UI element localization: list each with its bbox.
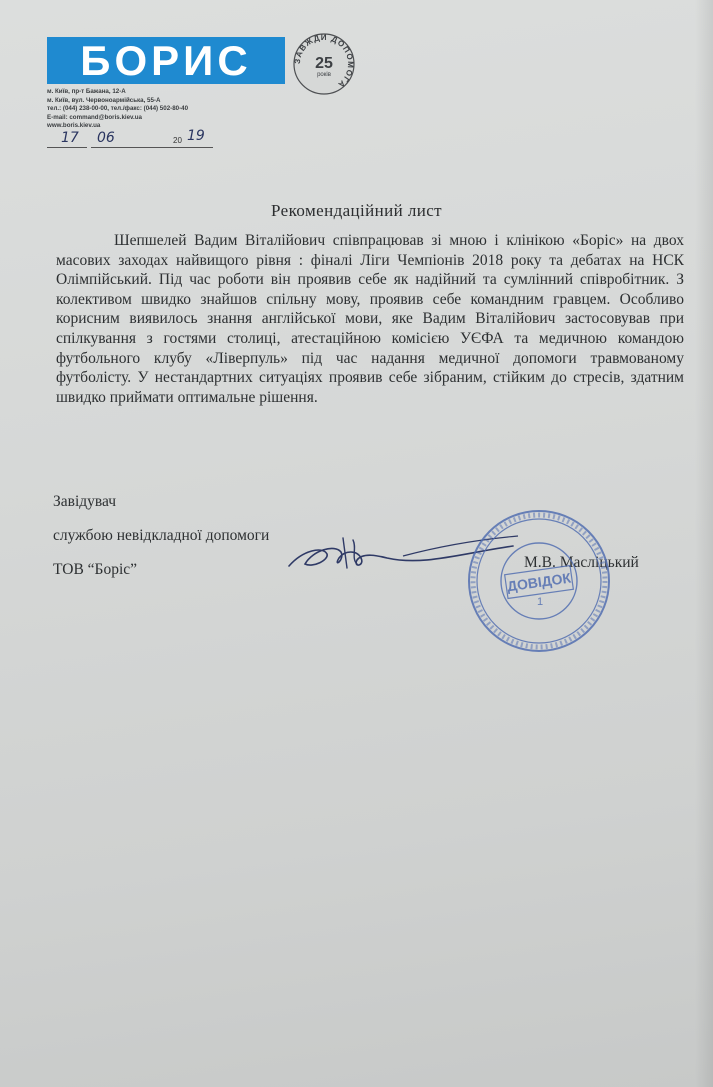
page-shadow xyxy=(695,0,713,1087)
round-stamp xyxy=(464,506,614,656)
department: службою невідкладної допомоги xyxy=(53,527,270,544)
badge-word: років xyxy=(317,72,331,78)
letter-title: Рекомендаційний лист xyxy=(271,201,442,220)
anniversary-badge xyxy=(292,32,356,96)
logo-text: БОРИС xyxy=(80,37,252,84)
address-line: м. Київ, пр-т Бажана, 12-А xyxy=(47,88,126,95)
address-line: www.boris.kiev.ua xyxy=(47,122,101,130)
date-underline-day xyxy=(47,147,87,148)
letter-body xyxy=(56,231,684,407)
date-year: 19 xyxy=(187,128,205,144)
address-line: м. Київ, вул. Червоноармійська, 55-А xyxy=(47,96,161,104)
stamp-number: 1 xyxy=(536,596,544,608)
stamp-text: ДОВІДОК xyxy=(506,569,572,595)
badge-ring-text: ЗАВЖДИ ДОПОМОГА xyxy=(292,32,356,90)
letter-paragraph: Шепшелей Вадим Віталійович співпрацював зі мною і клінікою «Боріс» на двох масових заходах найвищого рівня : фіналі Ліги Чемпіонів 2018 року та дебатах на НСК Олімпійський. Під час роботи він проявив себе як надійний та сумлінний співробітник. З колективом швидко знайшов спільну мову, проявив себе командним гравцем. Особливо корисним виявилось знання англійської мови, яке Вадим Віталійович застосовував при спілкування з гостями столиці, атестаційною комісією УЄФА та медичною командою футбольного клубу «Ліверпуль» під час надання медичної допомоги травмованому футболісту. У нестандартних ситуаціях проявив себе зібраним, стійким до стресів, здатним швидко приймати оптимальне рішення. xyxy=(56,232,684,406)
date-day: 17 xyxy=(61,130,79,146)
position-title: Завідувач xyxy=(53,493,117,510)
address-line: тел.: (044) 238-00-00, тел./факс: (044) 502-80-40 xyxy=(47,105,189,113)
date-month: 06 xyxy=(97,130,115,146)
date-century: 20 xyxy=(173,136,182,145)
signature-block xyxy=(53,485,269,587)
date-underline-month xyxy=(91,147,213,148)
signer-name: М.В. Масліцький xyxy=(524,554,639,571)
company-address xyxy=(47,88,287,131)
badge-number: 25 xyxy=(315,55,333,72)
address-line: E-mail: command@boris.kiev.ua xyxy=(47,113,142,121)
company-logo xyxy=(47,37,285,84)
company-name: ТОВ “Боріс” xyxy=(53,561,138,578)
